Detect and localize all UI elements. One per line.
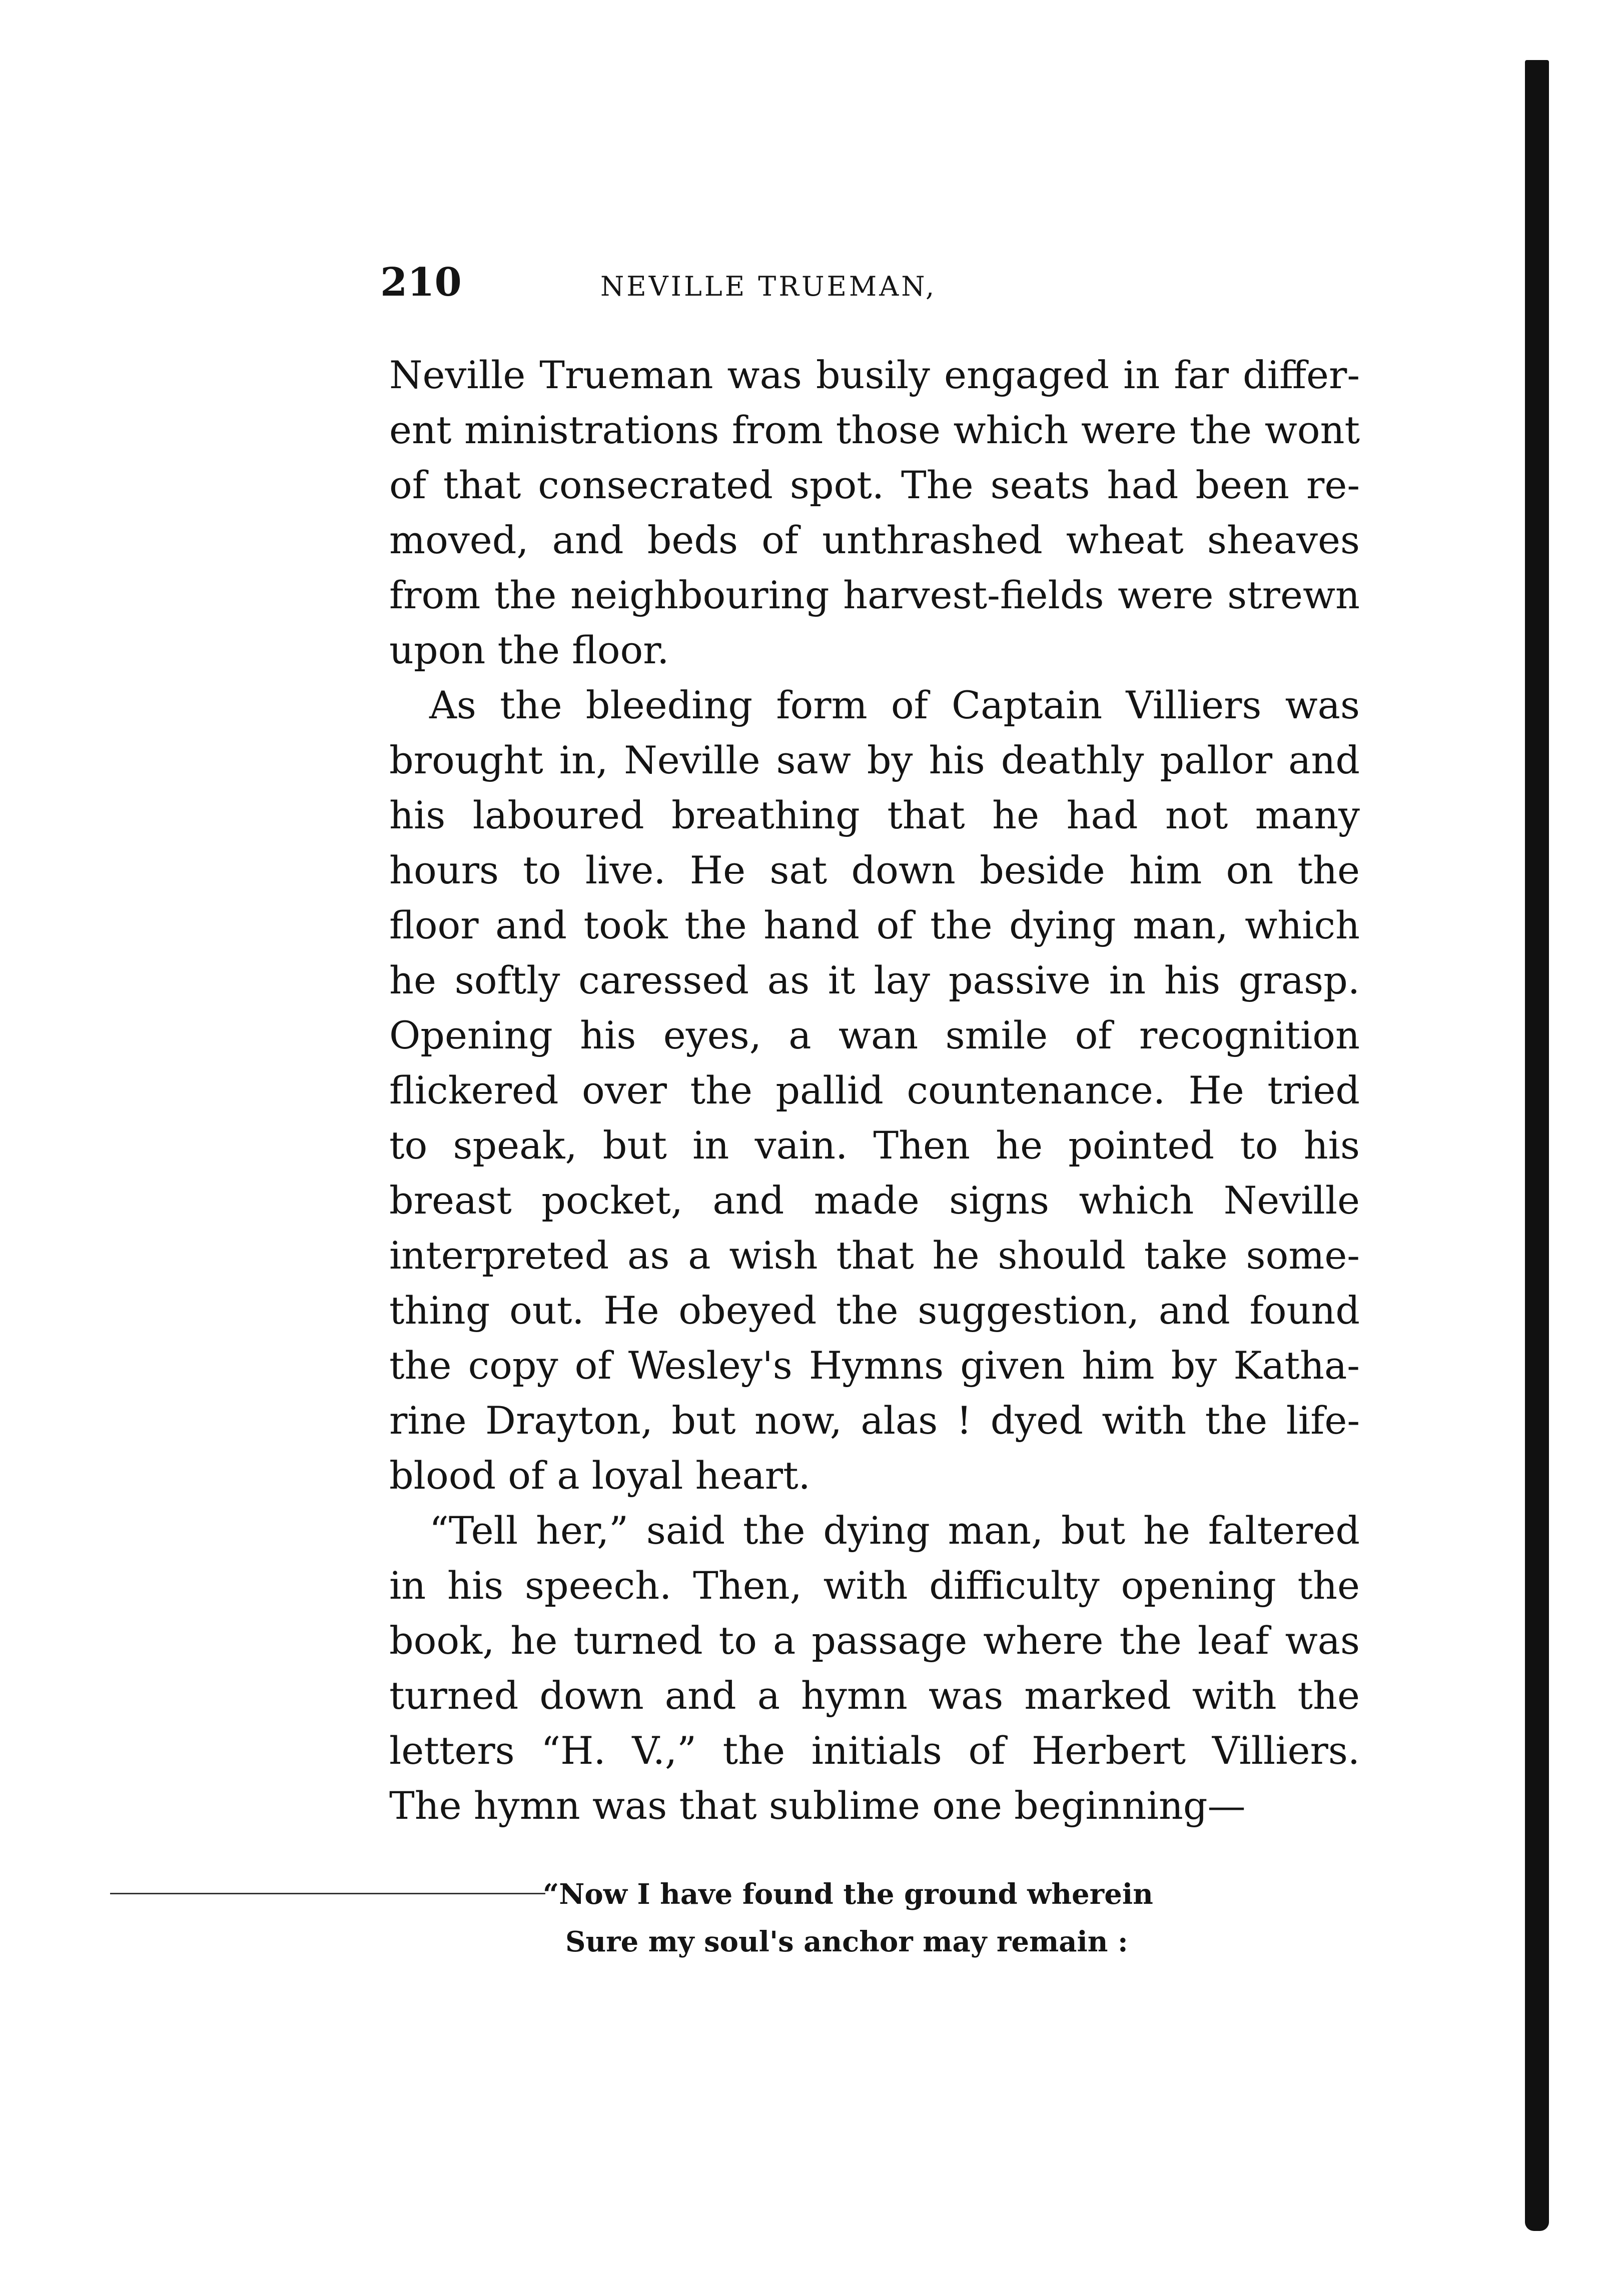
text-line: ent ministrations from those which were the wont <box>389 408 1360 452</box>
text-line: in his speech. Then, with difficulty opening the <box>389 1563 1360 1608</box>
text-line: brought in, Neville saw by his deathly pallor and <box>389 738 1360 782</box>
text-line: rine Drayton, but now, alas ! dyed with the life- <box>389 1398 1360 1443</box>
text-line: from the neighbouring harvest-fields were strewn <box>389 573 1360 617</box>
verse-line: “Now I have found the ground wherein <box>543 1878 1153 1911</box>
body-text <box>389 348 1360 1833</box>
hymn-verse <box>543 1871 1243 1966</box>
fold-rule <box>110 1893 545 1894</box>
text-line: interpreted as a wish that he should take some- <box>389 1233 1360 1278</box>
text-line: “Tell her,” said the dying man, but he faltered <box>429 1508 1360 1553</box>
text-line: blood of a loyal heart. <box>389 1453 811 1498</box>
text-line: breast pocket, and made signs which Neville <box>389 1178 1360 1223</box>
text-line: Neville Trueman was busily engaged in far differ- <box>389 353 1360 397</box>
text-line: book, he turned to a passage where the leaf was <box>389 1618 1360 1663</box>
page-edge-shadow <box>1525 60 1549 2231</box>
text-line: turned down and a hymn was marked with the <box>389 1673 1360 1718</box>
text-line: to speak, but in vain. Then he pointed to his <box>389 1123 1360 1168</box>
text-line: of that consecrated spot. The seats had been re- <box>389 463 1360 507</box>
text-line: hours to live. He sat down beside him on the <box>389 848 1360 892</box>
page-header <box>380 260 1091 305</box>
text-line: his laboured breathing that he had not many <box>389 793 1360 837</box>
text-line: The hymn was that sublime one beginning— <box>389 1783 1246 1828</box>
text-line: moved, and beds of unthrashed wheat sheaves <box>389 518 1360 562</box>
text-line: flickered over the pallid countenance. He tried <box>389 1068 1360 1112</box>
text-line: thing out. He obeyed the suggestion, and found <box>389 1288 1360 1333</box>
text-line: upon the floor. <box>389 628 669 672</box>
text-line: Opening his eyes, a wan smile of recognition <box>389 1013 1360 1057</box>
page-number: 210 <box>380 260 462 305</box>
text-line: As the bleeding form of Captain Villiers was <box>429 683 1360 727</box>
text-line: the copy of Wesley's Hymns given him by Katha- <box>389 1343 1360 1388</box>
running-head: NEVILLE TRUEMAN, <box>600 271 937 302</box>
text-line: floor and took the hand of the dying man, which <box>389 903 1360 947</box>
text-line: he softly caressed as it lay passive in his grasp. <box>389 958 1360 1002</box>
text-line: letters “H. V.,” the initials of Herbert Villiers. <box>389 1728 1360 1773</box>
verse-line: Sure my soul's anchor may remain : <box>565 1925 1128 1958</box>
